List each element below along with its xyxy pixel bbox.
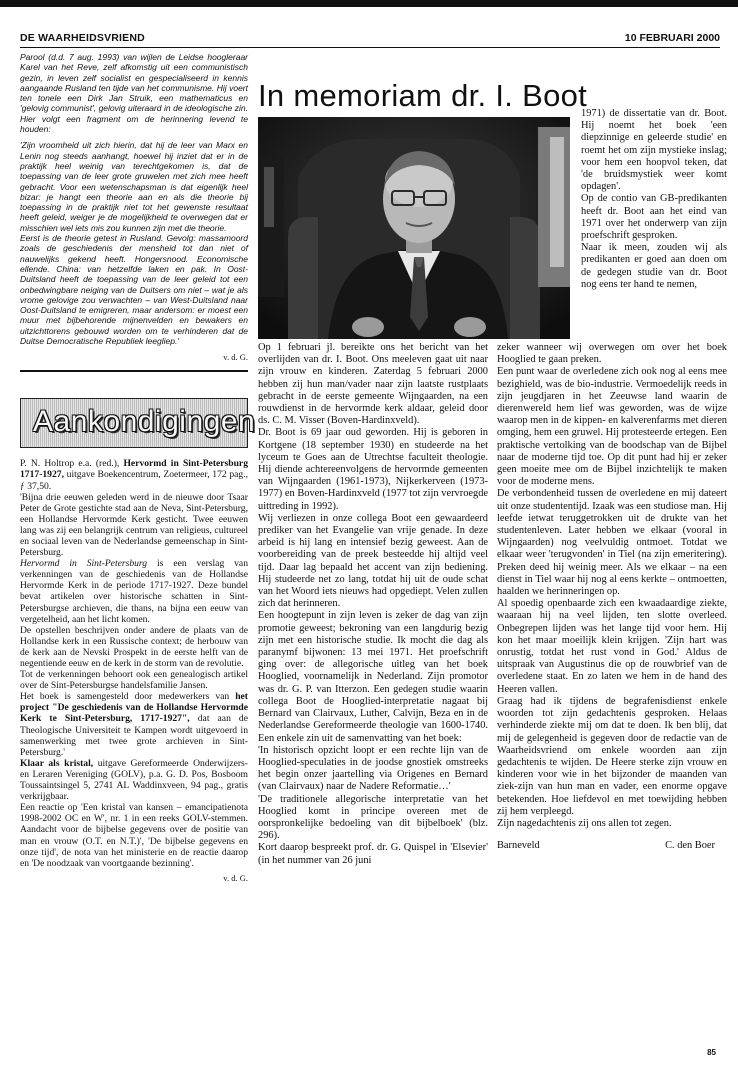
memoriam-paragraph: Een hoogtepunt in zijn leven is zeker de dag van zijn promotie geweest; bekroning van een langdurig bezig zijn met een historische studie. Ik mocht die dag als paranymf bijwonen: 13 mei 1971. Het proefschrift ging over: de allegorische uitleg van het boek Hooglied, voornamelijk in Nederland. Zijn promotor was dr. G. P. van Itterzon. Een gedegen studie waarin collega Boot de Hooglied-interpretatie nagaat bij Bernard van Clairvaux, Luther, Calvijn, Beza en in de Nederlandse Gereformeerde theologie van 1600-1740. Een enkele zin uit de samenvatting van het boek: [258,610,488,744]
signature-place: Barneveld [497,840,540,852]
memoriam-paragraph: Graag had ik tijdens de begrafenisdienst enkele woorden tot zijn gedachtenis gesproken. Helaas verhinderde ziekte mij om dat te doen. Ik ben blij, dat mij de gelegenheid is gegeven door de redactie van de Waarheidsvriend om enkele woorden aan zijn gedachtenis te wijden. De Heere sterke zijn vrouw en kinderen voor wie in het bijzonder de maanden van ziek-zijn van hun man en vader, een enorme opgave betekenden. Hoe liefdevol en met toewijding hebben zij hem verpleegd. [497,695,727,817]
book-1-author: P. N. Holtrop e.a. (red.), [20,458,124,470]
book-1-title: Hervormd in Sint-Petersburg 1717-1927, [20,458,248,481]
issue-date: 10 FEBRUARI 2000 [624,32,720,44]
page-header [20,32,720,46]
memoriam-column-2 [258,342,488,867]
memoriam-signature [497,840,727,852]
memoriam-paragraph: zeker wanneer wij overwegen om over het boek Hooglied te gaan preken. [497,342,727,366]
portrait-photo [258,117,570,339]
announcement-paragraph: De opstellen beschrijven onder andere de plaats van de Hollandse kerk in een Russische context; de herbouw van de kerk aan de Nevski Prospekt in de eerste helft van de negentiende eeuw en de kerk in de storm van de revolutie. [20,624,248,669]
parool-quote-section [20,52,248,346]
announcement-paragraph [20,691,248,758]
memoriam-paragraph: Al spoedig openbaarde zich een kwaadaardige ziekte, waaraan hij na veel lijden, ten slotte overleed. Onbegrepen lijden was het lange tijd voor hem. Hij kon het maar moeilijk klein krijgen. 'Zijn hart was onrustig, totdat het rust vond in God.' Aldus de uitspraak van Augustinus die op de rouwbrief van de overledene staat. En zo laten we hem in de hand des Heeren vallen. [497,598,727,695]
memoriam-column-3 [497,342,727,852]
parool-quote-2: Eerst is de theorie getest in Rusland. Gevolg: massamoord zoals de geschiedenis der mensheid tot dan niet of nauwelijks gekend heeft. Hongersnood. Economische ellende. China: van hetzelfde laken en pak. In Oost-Duitsland heeft de toepassing van de leer geleid tot een onbedwingbare neiging van de Duitsers om niet – wat je als vrome gelovige zou verwachten – van West-Duitsland naar Oost-Duitsland te emigreren, maar andersom: er moest een muur met bijbehorende mijnenvelden en bewakers en uitzichttorens gebouwd worden om te verhinderen dat de Duitse Democratische Republiek leegliep.' [20,233,248,347]
memoriam-paragraph: Wij verliezen in onze collega Boot een gewaardeerd prediker van het Evangelie van vrije genade. In deze arbeid is hij lang en intensief bezig geweest. Aan de voorbereiding van de preek besteedde hij altijd veel tijd. Daar lag bepaald het accent van zijn bediening. Hij studeerde net zo lang, totdat hij uit de oude schat van het Woord iets nieuws had opgediept. Velen zullen zich dat herinneren. [258,512,488,610]
memoriam-paragraph: 1971) de dissertatie van dr. Boot. Hij noemt het boek 'een diepzinnige en geleerde studie' en roemt het om zijn mystieke inslag; voor hem een hoopvol teken, dat 'de bruidsmystiek weer komt opdagen'. [581,108,727,193]
announcement-book-1 [20,458,248,491]
book-1-description: is een verslag van verkenningen van de geschiedenis van de Hollandse Hervormde Kerk in de periode 1717-1927. Deze bundel bevat artikelen over historische schatten in Sint-Petersburgse archieven, die thans, na bijna een eeuw van vergetelheid, aan het licht komen. [20,558,248,625]
memoriam-column-3-top [581,108,727,291]
memoriam-paragraph: Naar ik meen, zouden wij als predikanten er goed aan doen om de gedegen studie van dr. Boot nog eens ter hand te nemen, [581,242,727,290]
memoriam-paragraph: Een punt waar de overledene zich ook nog al eens mee bezighield, was de bio-industrie. Vermoedelijk reeds in zijn jeugdjaren in het Zeeuwse land waarin de dierenwereld hem lief was geworden, was de wijze waarop men in de kippen- en kalverenfarms met dieren omging, hem een gruwel. Hij protesteerde ertegen. Een praktische vertolking van de boodschap van de Bijbel naar de moderne tijd toe. Op dit punt had hij er zeker geen moeite mee om de Bijbel inzichtelijk te maken voor de moderne mens. [497,366,727,488]
announcement-paragraph: Tot de verkenningen behoort ook een genealogisch artikel over de Sint-Petersburgse handelsfamilie Jansen. [20,669,248,692]
memoriam-paragraph: Kort daarop bespreekt prof. dr. G. Quispel in 'Elsevier' (in het nummer van 26 juni [258,842,488,866]
book-2-title: Klaar als kristal, [20,757,94,769]
announcement-paragraph [20,558,248,625]
book-1-title-italic: Hervormd in Sint-Petersburg [20,558,148,570]
portrait-illustration [258,117,570,339]
project-name: het project "De geschiedenis van de Hollandse Hervormde Kerk te Sint-Petersburg, 1717-1927", [20,691,248,725]
parool-signature: v. d. G. [223,352,248,363]
announcement-paragraph: 'Bijna drie eeuwen geleden werd in de nieuwe door Tsaar Peter de Grote gestichte stad aan de Neva, Sint-Petersburg, een Hollandse Hervormde Kerk gesticht. Twee eeuwen lang was zij een belangrijk centrum van religieus, cultureel en sociaal leven van de Nederlandse gemeenschap in Sint-Petersburg. [20,491,248,559]
book-2-details: uitgave Gereformeerde Onderwijzers- en Leraren Vereniging (GOLV), p.a. G. D. Pos, Bosboom Toussaintsingel 5, 2741 AL Waddinxveen, 94 pag., gratis verkrijgbaar. [20,757,248,803]
signature-author: C. den Boer [665,840,715,852]
announcements-banner-title: Aankondigingen [33,405,256,439]
announcements-signature: v. d. G. [223,872,248,883]
memoriam-quote: 'De traditionele allegorische interpretatie van het Hooglied komt in principe overeen met de oorspronkelijke bedoeling van dit bijbelboek' (blz. 296). [258,793,488,842]
memoriam-paragraph: Op de contio van GB-predikanten heeft dr. Boot aan het eind van 1971 over het onderwerp van zijn proefschrift gesproken. [581,193,727,242]
memoriam-quote: 'In historisch opzicht loopt er een rechte lijn van de Hooglied-speculaties in de joodse gnostiek omstreeks het begin onzer jaartelling via Origenes en Bernard (van Clairvaux) naar de Nadere Reformatie…' [258,744,488,793]
book-1-details: uitgave Boekencentrum, Zoetermeer, 172 pag., ƒ 37,50. [20,469,248,492]
announcements-text [20,458,248,868]
header-rule [20,47,720,48]
section-rule [20,370,248,372]
announcements-banner [20,398,256,448]
publication-name: DE WAARHEIDSVRIEND [20,32,145,44]
memoriam-paragraph: De verbondenheid tussen de overledene en mij dateert uit onze studententijd. Izaak was een studiose man. Hij leefde ietwat teruggetrokken uit de drukte van het studentenleven. Later hebben we elkaar (vooral in Wijngaarden) nog veelvuldig ontmoet. Totdat we elkaar weer 'terugvonden' in Tiel (na zijn emeritering). Preken deed hij weinig meer. Als we elkaar – na een dienst in Tiel waar hij nog al eens kerkte – ontmoetten, haalden we herinneringen op. [497,488,727,598]
announcement-book-2 [20,758,248,802]
parool-intro: Parool (d.d. 7 aug. 1993) van wijlen de Leidse hoogleraar Karel van het Reve, zelf afkomstig uit een communistisch gezin, in leven zelf socialist en gespecialiseerd in kennis aangaande Rusland ten tijde van het communisme. Hij voert ten tonele een Dirk Jan Struik, een mathematicus en 'gelovig communist', gelovig uiteraard in de ideologische zin. Hier volgt een fragment om de herinnering levend te houden: [20,52,248,135]
project-text-c: dat aan de Theologische Universiteit te Kampen wordt uitgevoerd in samenwerking met twee grote archieven in Sint-Petersburg.' [20,713,248,758]
parool-quote-1: 'Zijn vroomheid uit zich hierin, dat hij de leer van Marx en Lenin nog steeds aanhangt, hoewel hij inziet dat er in de praktijk heel weinig van terechtgekomen is, dat de toepassing van de leer grote gruwelen met zich mee heeft gebracht. Voor een wetenschapsman is dat eigenlijk heel bizar: je hangt een theorie aan en als die theorie bij toepassing in de praktijk niet tot het gewenste resultaat heeft geleid, weiger je de mogelijkheid te overwegen dat er misschien wel iets mis zou kunnen zijn met die theorie. [20,140,248,233]
memoriam-paragraph: Zijn nagedachtenis zij ons allen tot zegen. [497,817,672,829]
memoriam-paragraph: Op 1 februari jl. bereikte ons het bericht van het overlijden van dr. I. Boot. Ons meeleven gaat uit naar zijn vrouw en kinderen. Zaterdag 5 februari 2000 hebben zij hun man/vader naar zijn laatste rustplaats gebracht in de eerste gemeente Wijngaarden, na een rouwdienst in de hervormde kerk aldaar, geleid door ds. C. M. Visser (Boven-Hardinxveld). [258,342,488,427]
project-text-a: Het boek is samengesteld door medewerkers van [20,691,236,703]
top-black-bar [0,0,738,7]
memoriam-paragraph: Dr. Boot is 69 jaar oud geworden. Hij is geboren in Kortgene (18 september 1930) en studeerde na het lyceum te Goes aan de Utrechtse faculteit theologie. Hij diende achtereenvolgens de hervormde gemeenten van Wijngaarden (1961-1973), Nijkerkerveen (1973-1977) en Boven-Hardinxveld (1977 tot zijn vervroegde uittreding in 1992). [258,427,488,512]
left-column [20,52,256,891]
article-title: In memoriam dr. I. Boot [258,78,588,113]
page-number: 85 [707,1048,716,1057]
announcement-paragraph: Een reactie op 'Een kristal van kansen – emancipatienota 1998-2002 OC en W', nr. 1 in een reeks GOLV-stemmen. Aandacht voor de bijbelse gegevens over de positie van man en vrouw (O.T. en N.T.)', 'De bijbelse gegevens en onze tijd', de nota van het ministerie en de reactie daarop en 'De noodzaak van voortgaande bezinning'. [20,802,248,869]
